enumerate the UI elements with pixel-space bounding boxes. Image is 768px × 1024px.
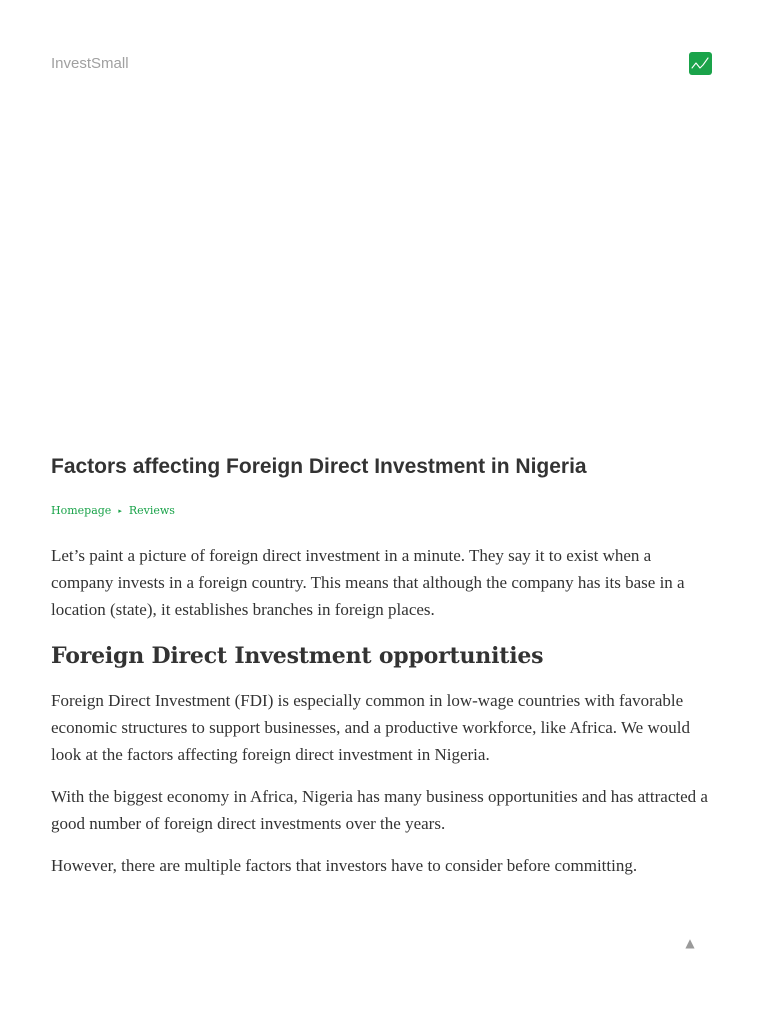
ad-space	[51, 110, 717, 430]
article-body	[51, 542, 717, 879]
breadcrumb-category-link[interactable]: Reviews	[128, 504, 175, 517]
chart-line-icon	[689, 52, 712, 75]
breadcrumb-separator-icon: ▸	[118, 507, 122, 515]
body-paragraph: However, there are multiple factors that investors have to consider before committing.	[51, 856, 638, 875]
section-heading: Foreign Direct Investment opportunities	[51, 643, 544, 669]
intro-paragraph: Let’s paint a picture of foreign direct investment in a minute. They say it to exist when a company invests in a foreign country. This means that although the company has its base in a location (state), it establishes branches in foreign places.	[51, 546, 685, 619]
breadcrumb-home-link[interactable]: Homepage	[51, 504, 112, 517]
site-logo[interactable]: InvestSmall	[51, 55, 129, 72]
body-paragraph: Foreign Direct Investment (FDI) is especially common in low-wage countries with favorable economic structures to support businesses, and a productive workforce, like Africa. We would look at the factors affecting foreign direct investment in Nigeria.	[51, 691, 690, 764]
site-header	[0, 0, 768, 128]
triangle-up-icon[interactable]: ▲	[685, 936, 695, 950]
menu-button[interactable]	[689, 52, 712, 75]
body-paragraph: With the biggest economy in Africa, Nigeria has many business opportunities and has attracted a good number of foreign direct investments over the years.	[51, 787, 708, 833]
article	[51, 452, 717, 894]
breadcrumb	[51, 502, 717, 520]
article-title: Factors affecting Foreign Direct Investment in Nigeria	[51, 455, 587, 478]
